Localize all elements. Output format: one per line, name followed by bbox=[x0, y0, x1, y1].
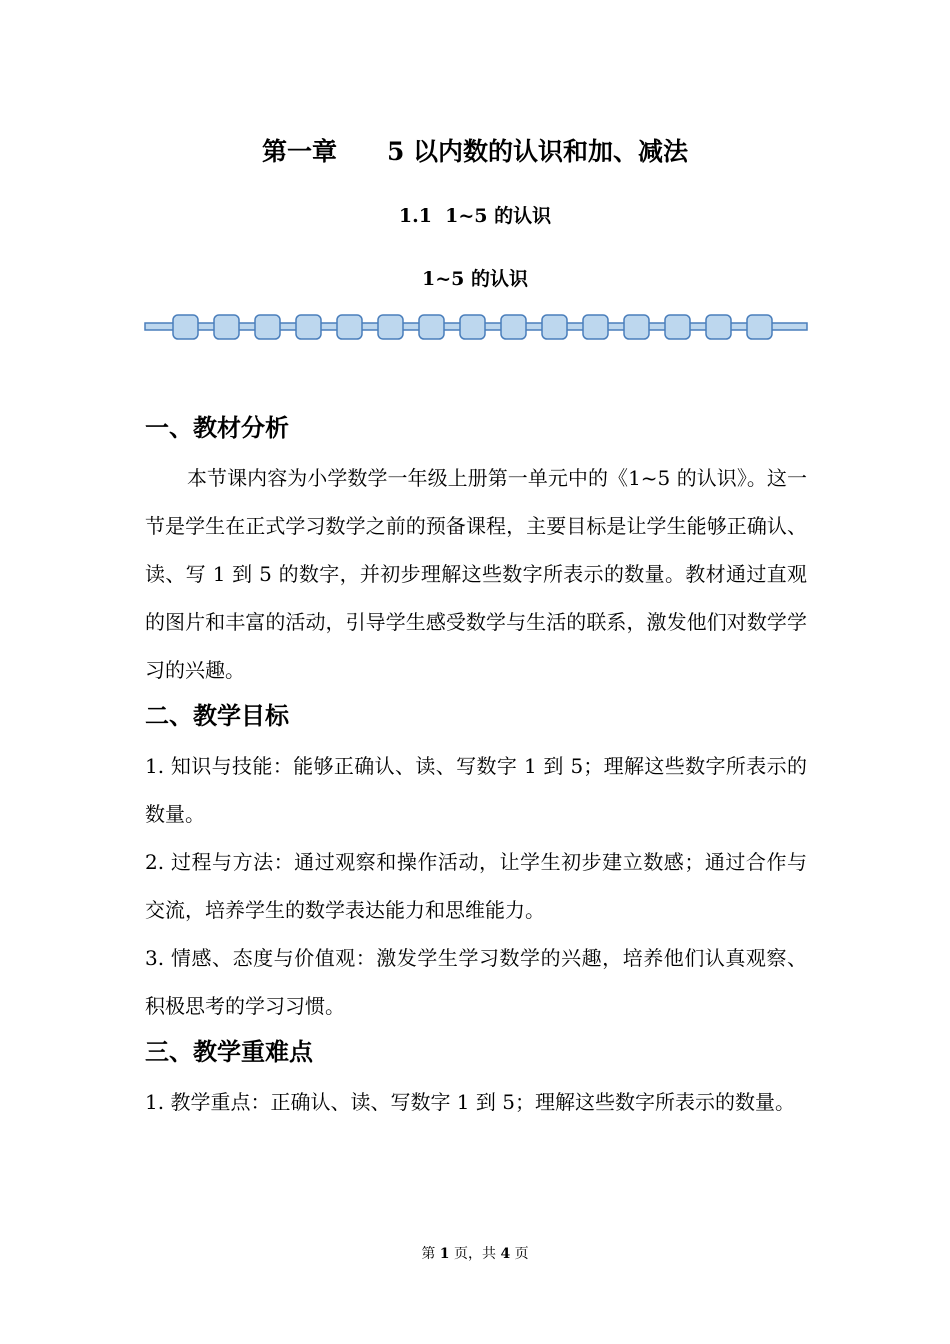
footer-suffix: 页 bbox=[510, 1246, 529, 1262]
divider-bead bbox=[624, 315, 649, 339]
divider-bead bbox=[501, 315, 526, 339]
section-heading: 一、教材分析 bbox=[145, 413, 289, 442]
divider-bead bbox=[706, 315, 731, 339]
document-body bbox=[145, 408, 807, 1126]
divider-bead bbox=[542, 315, 567, 339]
lesson-title: 1~5 的认识 bbox=[422, 268, 528, 290]
section-heading: 二、教学目标 bbox=[145, 701, 289, 730]
footer-middle: 页，共 bbox=[449, 1246, 501, 1262]
divider-bead bbox=[255, 315, 280, 339]
divider-bead bbox=[665, 315, 690, 339]
page-footer bbox=[0, 1244, 950, 1264]
divider-bead bbox=[460, 315, 485, 339]
footer-page-number: 1 bbox=[439, 1246, 450, 1262]
section-key-difficult-points bbox=[145, 1032, 807, 1126]
footer-total-pages: 4 bbox=[500, 1246, 511, 1262]
paragraph: 1. 知识与技能：能够正确认、读、写数字 1 到 5；理解这些数字所表示的数量。 bbox=[145, 754, 807, 826]
decorative-bead-divider bbox=[144, 312, 808, 342]
divider-bead bbox=[173, 315, 198, 339]
section-title: 1.1 1~5 的认识 bbox=[398, 205, 552, 227]
footer-prefix: 第 bbox=[421, 1246, 440, 1262]
section-heading: 三、教学重难点 bbox=[145, 1037, 313, 1066]
divider-bead bbox=[214, 315, 239, 339]
section-teaching-objectives bbox=[145, 696, 807, 1030]
section-textbook-analysis bbox=[145, 408, 807, 694]
divider-bead bbox=[296, 315, 321, 339]
divider-bead bbox=[337, 315, 362, 339]
paragraph: 本节课内容为小学数学一年级上册第一单元中的《1~5 的认识》。这一节是学生在正式学习数学之前的预备课程，主要目标是让学生能够正确认、读、写 1 到 5 的数字，并初步理解这些数字所表示的数量。教材通过直观的图片和丰富的活动，引导学生感受数学与生活的联系，激发他们对数学学习的兴趣。 bbox=[145, 466, 807, 682]
divider-bead bbox=[419, 315, 444, 339]
paragraph: 1. 教学重点：正确认、读、写数字 1 到 5；理解这些数字所表示的数量。 bbox=[145, 1090, 795, 1114]
divider-bead bbox=[747, 315, 772, 339]
divider-bead bbox=[583, 315, 608, 339]
paragraph: 3. 情感、态度与价值观：激发学生学习数学的兴趣，培养他们认真观察、积极思考的学习习惯。 bbox=[145, 946, 807, 1018]
paragraph: 2. 过程与方法：通过观察和操作活动，让学生初步建立数感；通过合作与交流，培养学生的数学表达能力和思维能力。 bbox=[145, 850, 807, 922]
divider-bead bbox=[378, 315, 403, 339]
chapter-title: 第一章 5 以内数的认识和加、减法 bbox=[261, 137, 689, 166]
